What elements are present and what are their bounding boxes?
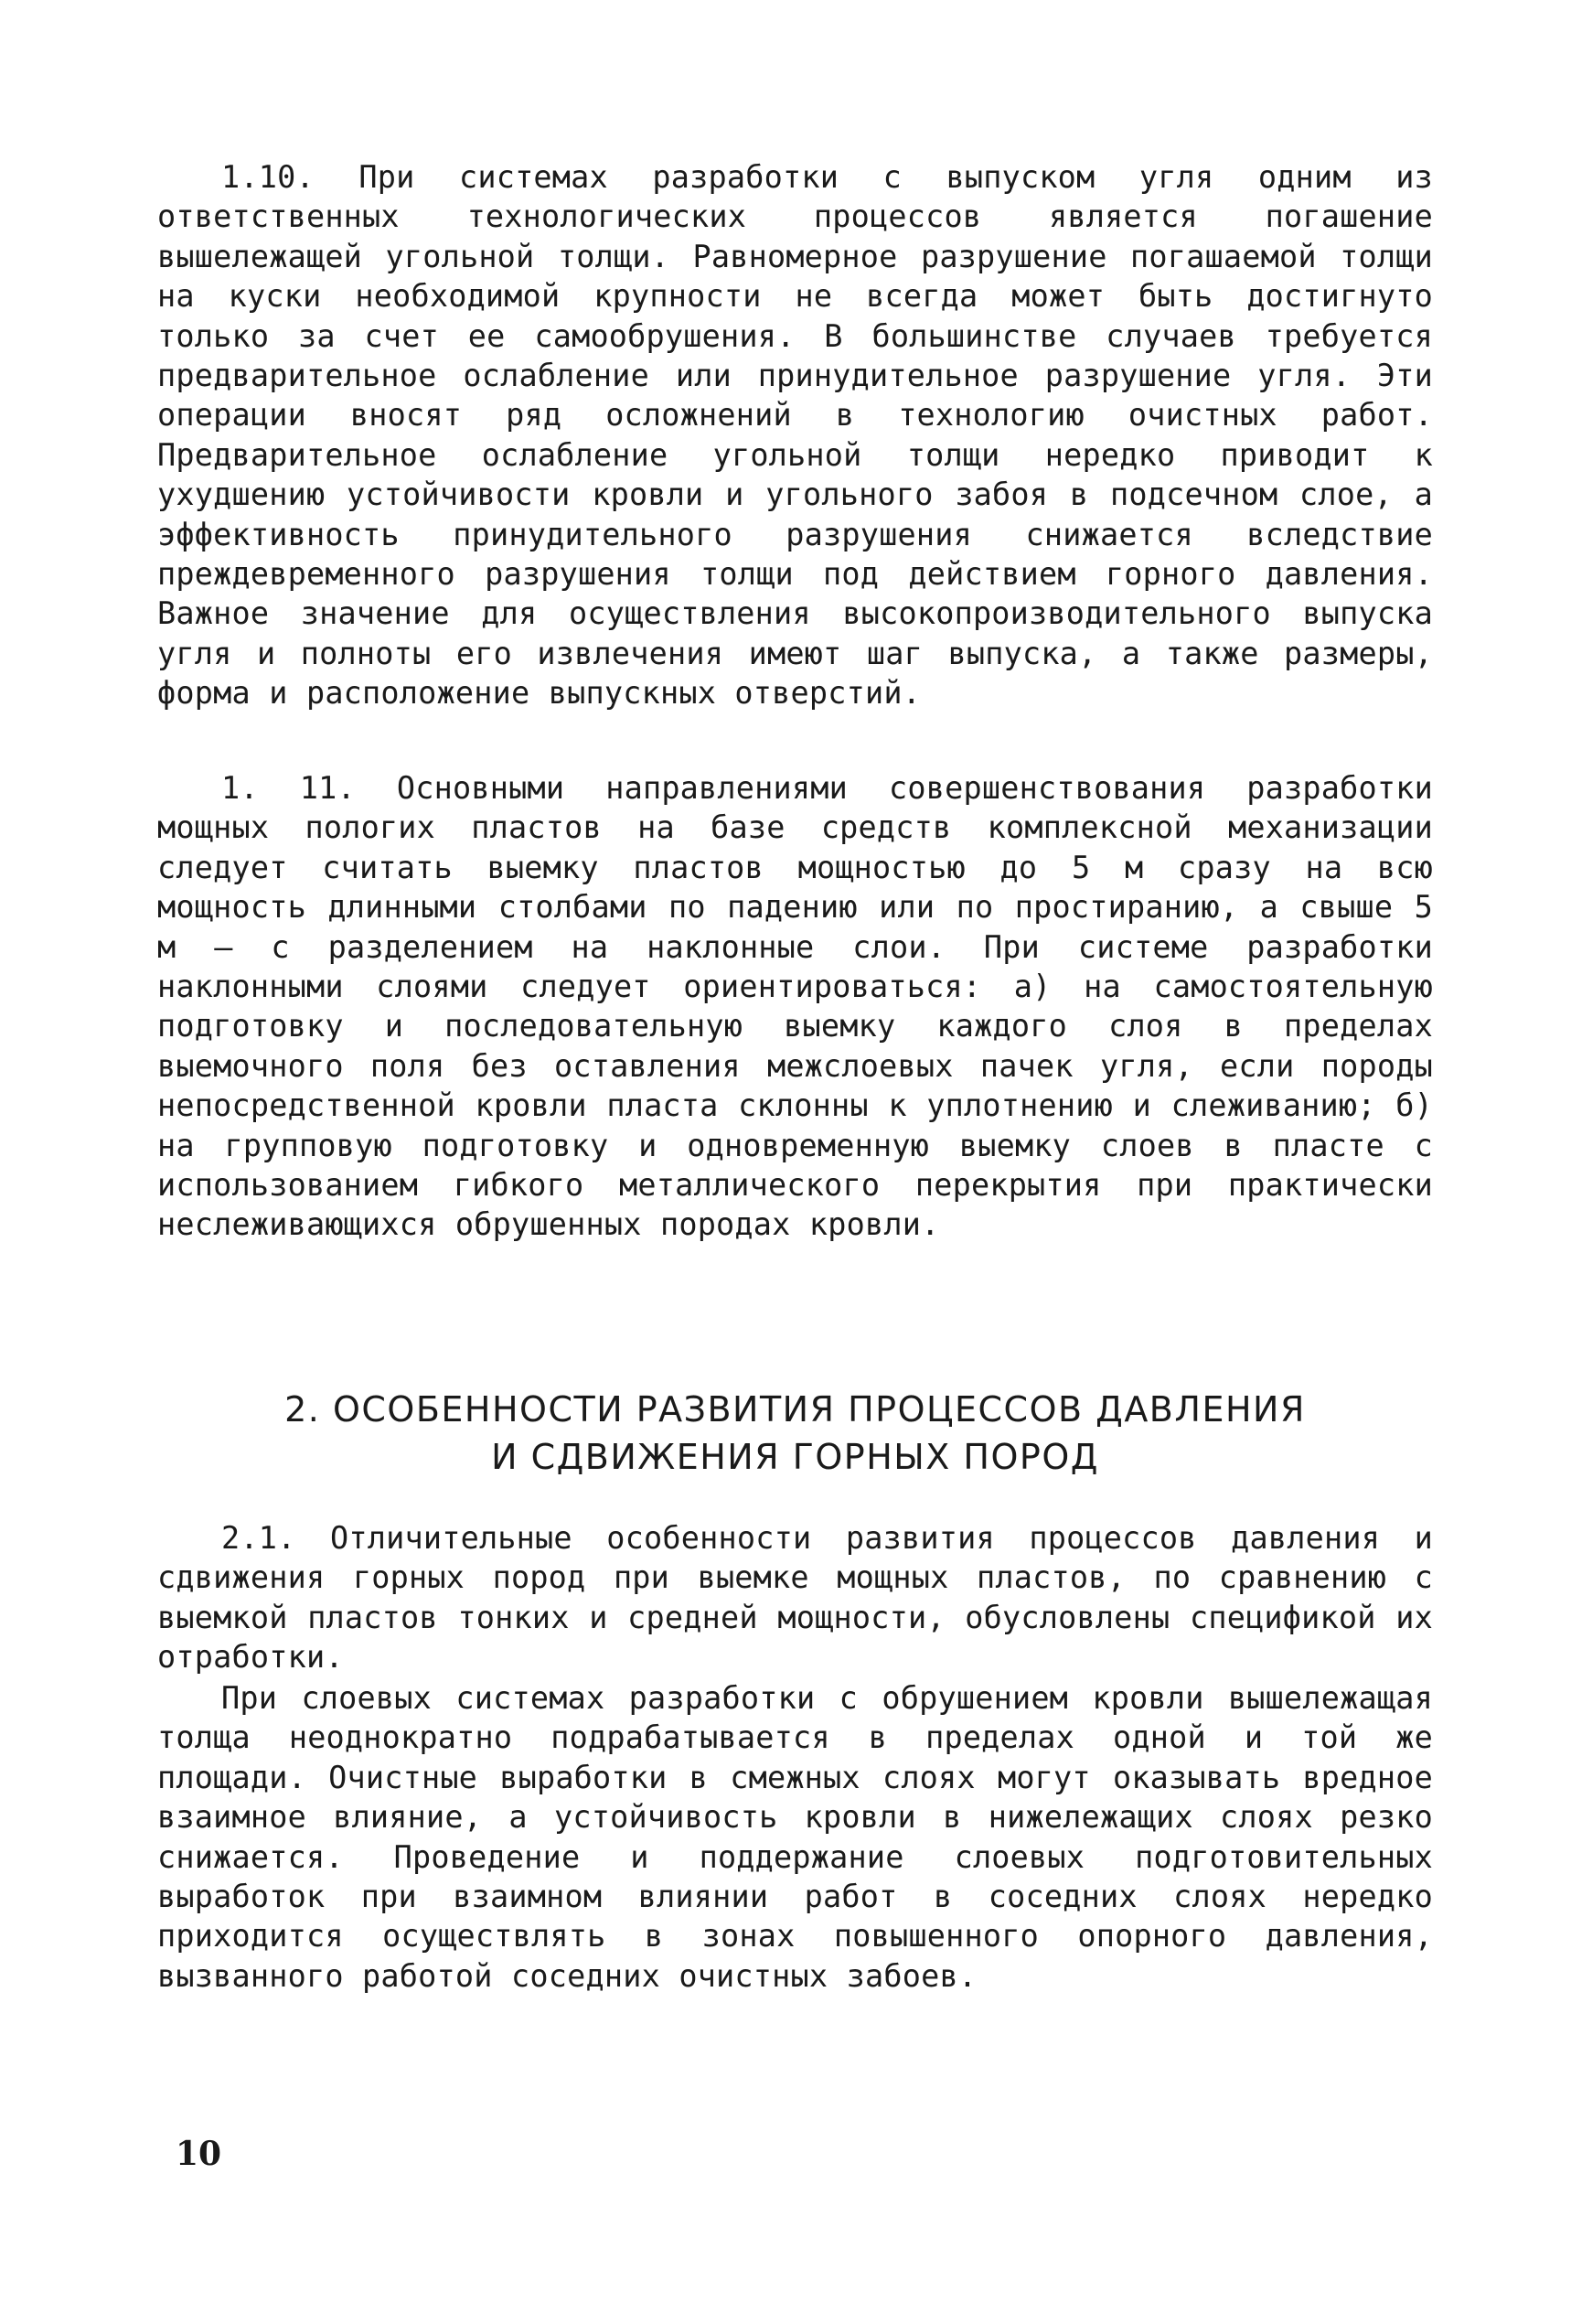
paragraph-2-1-continued — [157, 1678, 1433, 1996]
paragraph-text: При слоевых системах разработки с обрушением кровли вышележащая толща неоднократно подрабатывается в пределах одной и той же площади. Очистные выработки в смежных слоях могут оказывать вредное взаимное влияние, а устойчивость кровли в нижележащих слоях резко снижается. Проведение и поддержание слоевых подготовительных выработок при взаимном влиянии работ в соседних слоях нередко приходится осуществлять в зонах повышенного опорного давления, вызванного работой соседних очистных забоев. — [157, 1680, 1433, 1994]
page-number: 10 — [176, 2135, 222, 2173]
section-heading-line-1: 2. ОСОБЕННОСТИ РАЗВИТИЯ ПРОЦЕССОВ ДАВЛЕНИЯ — [284, 1389, 1306, 1430]
paragraph-1-11 — [157, 768, 1433, 1245]
paragraph-text: 1.10. При системах разработки с выпуском угля одним из ответственных технологических процессов является погашение вышележащей угольной толщи. Равномерное разрушение погашаемой толщи на куски необходимой крупности не всегда может быть достигнуто только за счет ее самообрушения. В большинстве случаев требуется предварительное ослабление или принудительное разрушение угля. Эти операции вносят ряд осложнений в технологию очистных работ. Предварительное ослабление угольной толщи нередко приводит к ухудшению устойчивости кровли и угольного забоя в подсечном слое, а эффективность принудительного разрушения снижается вследствие преждевременного разрушения толщи под действием горного давления. Важное значение для осуществления высокопроизводительного выпуска угля и полноты его извлечения имеют шаг выпуска, а также размеры, форма и расположение выпускных отверстий. — [157, 159, 1433, 712]
paragraph-text: 1. 11. Основными направлениями совершенствования разработки мощных пологих пластов на базе средств комплексной механизации следует считать выемку пластов мощностью до 5 м сразу на всю мощность длинными столбами по падению или по простиранию, а свыше 5 м – с разделением на наклонные слои. При системе разработки наклонными слоями следует ориентироваться: а) на самостоятельную подготовку и последовательную выемку каждого слоя в пределах выемочного поля без оставления межслоевых пачек угля, если породы непосредственной кровли пласта склонны к уплотнению и слеживанию; б) на групповую подготовку и одновременную выемку слоев в пласте с использованием гибкого металлического перекрытия при практически неслеживающихся обрушенных породах кровли. — [157, 770, 1433, 1243]
paragraph-1-10 — [157, 157, 1433, 713]
paragraph-text: 2.1. Отличительные особенности развития процессов давления и сдвижения горных пород при выемке мощных пластов, по сравнению с выемкой пластов тонких и средней мощности, обусловлены спецификой их отработки. — [157, 1520, 1433, 1676]
section-heading-line-2: И СДВИЖЕНИЯ ГОРНЫХ ПОРОД — [491, 1437, 1099, 1477]
paragraph-2-1 — [157, 1518, 1433, 1677]
section-heading — [157, 1386, 1433, 1481]
